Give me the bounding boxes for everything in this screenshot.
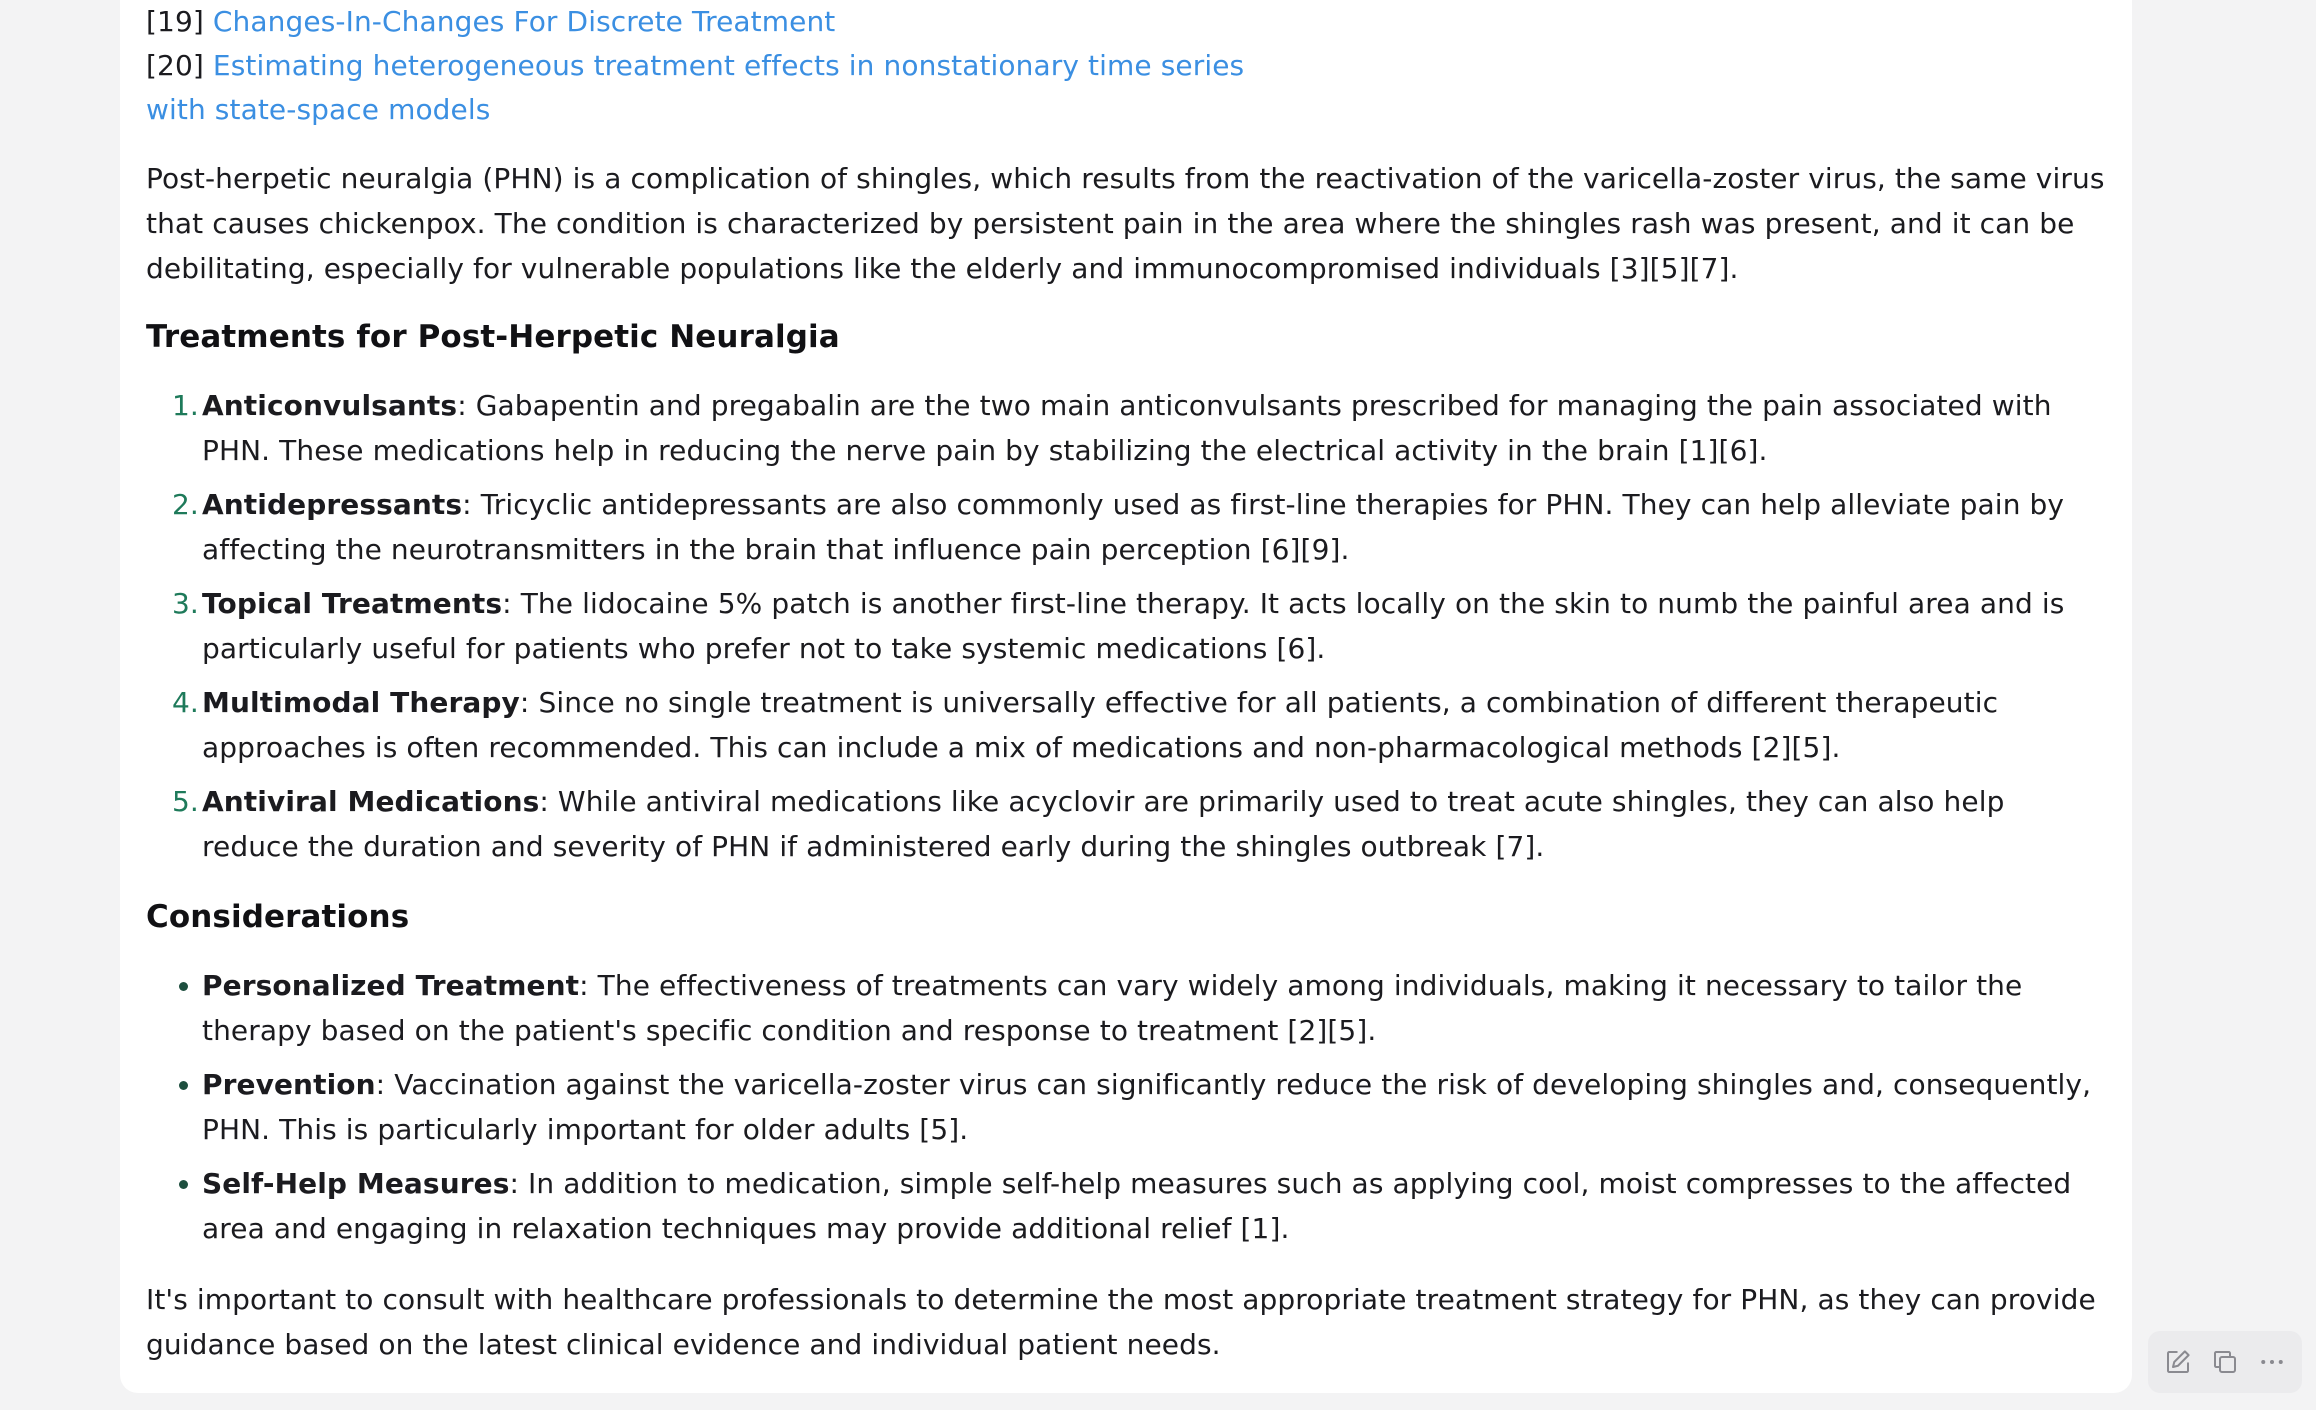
- item-term: Topical Treatments: [202, 587, 503, 620]
- edit-button[interactable]: [2158, 1342, 2198, 1382]
- item-text: : Gabapentin and pregabalin are the two main anticonvulsants prescribed for managing the pain associated with PHN. These medications help in reducing the nerve pain by stabilizing the electrical activity in the brain [1][6].: [202, 389, 2052, 467]
- reference-link[interactable]: Changes-In-Changes For Discrete Treatment: [212, 5, 836, 38]
- edit-icon: [2163, 1347, 2193, 1377]
- treatments-list: [146, 383, 2106, 869]
- list-number: 5.: [172, 785, 199, 818]
- reference-number: [19]: [146, 5, 204, 38]
- message-action-toolbar: [2148, 1331, 2302, 1393]
- reference-19: [146, 0, 2106, 44]
- bullet-dot: [179, 1081, 188, 1090]
- item-term: Prevention: [202, 1068, 376, 1101]
- reference-number: [20]: [146, 49, 204, 82]
- item-term: Antiviral Medications: [202, 785, 540, 818]
- list-number: 1.: [172, 389, 199, 422]
- list-item: [146, 482, 2106, 572]
- reference-link[interactable]: Estimating heterogeneous treatment effects in nonstationary time series: [212, 49, 1245, 82]
- section-heading-treatments: Treatments for Post-Herpetic Neuralgia: [146, 319, 840, 355]
- intro-paragraph: Post-herpetic neuralgia (PHN) is a complication of shingles, which results from the reactivation of the varicella-zoster virus, the same virus that causes chickenpox. The condition is characterized by persistent pain in the area where the shingles rash was present, and it can be debilitating, especially for vulnerable populations like the elderly and immunocompromised individuals [3][5][7].: [146, 162, 2105, 285]
- considerations-list: [146, 963, 2106, 1251]
- item-text: : Vaccination against the varicella-zoster virus can significantly reduce the risk of developing shingles and, consequently, PHN. This is particularly important for older adults [5].: [202, 1068, 2092, 1146]
- item-text: : Tricyclic antidepressants are also commonly used as first-line therapies for PHN. They can help alleviate pain by affecting the neurotransmitters in the brain that influence pain perception [6][9].: [202, 488, 2065, 566]
- copy-button[interactable]: [2205, 1342, 2245, 1382]
- more-icon: [2257, 1347, 2287, 1377]
- list-item: [146, 963, 2106, 1053]
- bullet-dot: [179, 1180, 188, 1189]
- item-term: Antidepressants: [202, 488, 463, 521]
- item-term: Multimodal Therapy: [202, 686, 520, 719]
- closing-paragraph: It's important to consult with healthcare professionals to determine the most appropriate treatment strategy for PHN, as they can provide guidance based on the latest clinical evidence and individual patient needs.: [146, 1283, 2096, 1361]
- list-item: [146, 1161, 2106, 1251]
- answer-content: [146, 0, 2106, 1367]
- item-text: : In addition to medication, simple self-help measures such as applying cool, moist compresses to the affected area and engaging in relaxation techniques may provide additional relief [1].: [202, 1167, 2072, 1245]
- bullet-dot: [179, 982, 188, 991]
- item-text: : Since no single treatment is universally effective for all patients, a combination of different therapeutic approaches is often recommended. This can include a mix of medications and non-pharmacological methods [2][5].: [202, 686, 1999, 764]
- copy-icon: [2210, 1347, 2240, 1377]
- list-number: 4.: [172, 686, 199, 719]
- list-item: [146, 779, 2106, 869]
- item-text: : While antiviral medications like acyclovir are primarily used to treat acute shingles, they can also help reduce the duration and severity of PHN if administered early during the shingles outbreak [7].: [202, 785, 2005, 863]
- section-heading-considerations: Considerations: [146, 899, 410, 935]
- reference-20: [146, 44, 2106, 132]
- reference-link-continued[interactable]: with state-space models: [146, 93, 491, 126]
- more-button[interactable]: [2252, 1342, 2292, 1382]
- item-term: Personalized Treatment: [202, 969, 580, 1002]
- list-item: [146, 383, 2106, 473]
- list-item: [146, 1062, 2106, 1152]
- list-item: [146, 581, 2106, 671]
- item-term: Self-Help Measures: [202, 1167, 510, 1200]
- list-item: [146, 680, 2106, 770]
- list-number: 2.: [172, 488, 199, 521]
- list-number: 3.: [172, 587, 199, 620]
- item-term: Anticonvulsants: [202, 389, 458, 422]
- item-text: : The effectiveness of treatments can vary widely among individuals, making it necessary to tailor the therapy based on the patient's specific condition and response to treatment [2][5].: [202, 969, 2023, 1047]
- item-text: : The lidocaine 5% patch is another first-line therapy. It acts locally on the skin to numb the painful area and is particularly useful for patients who prefer not to take systemic medications [6].: [202, 587, 2065, 665]
